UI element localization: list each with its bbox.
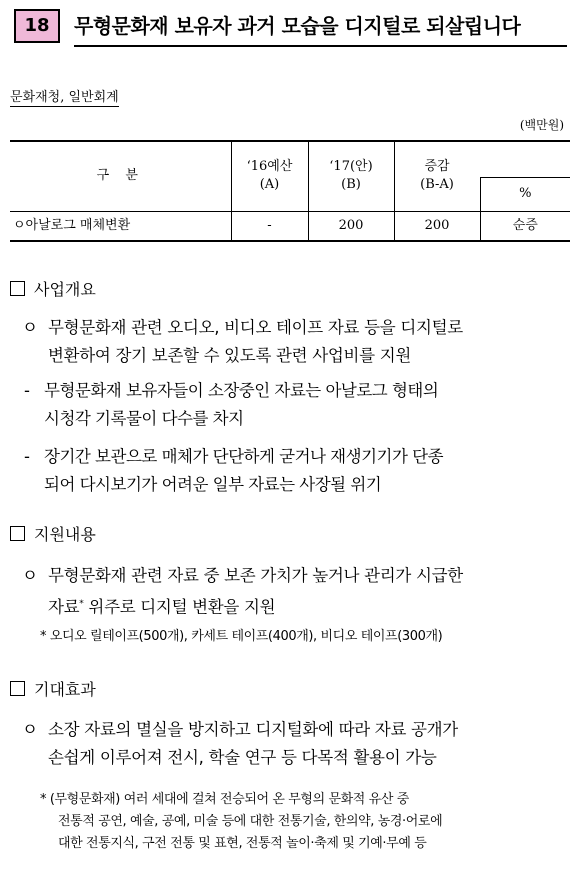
support-paragraph xyxy=(22,562,463,622)
budget-table xyxy=(10,140,570,242)
effect-note xyxy=(40,789,442,855)
section-checkbox-icon xyxy=(10,526,25,541)
section-effect-label: 기대효과 xyxy=(34,680,96,699)
row-pct: 순증 xyxy=(480,211,570,241)
effect-note-line-3: 대한 전통지식, 구전 전통 및 표현, 전통적 놀이·축제 및 기예·무예 등 xyxy=(58,836,427,851)
col-header-2016-sub: (A) xyxy=(259,177,280,193)
section-checkbox-icon xyxy=(10,281,25,296)
row-2017: 200 xyxy=(308,211,394,241)
col-header-change-sub: (B-A) xyxy=(420,177,454,193)
section-overview-title xyxy=(10,277,96,300)
overview-paragraph xyxy=(22,314,463,370)
detail-2-line-1: 장기간 보관으로 매체가 단단하게 굳거나 재생기기가 단종 xyxy=(44,447,444,466)
section-support-label: 지원내용 xyxy=(34,525,96,544)
col-header-pct: % xyxy=(480,177,570,211)
effect-line-1: 소장 자료의 멸실을 방지하고 디지털화에 따라 자료 공개가 xyxy=(48,720,458,739)
col-header-2017-label: ‘17(안) xyxy=(329,159,373,175)
section-number-badge: 18 xyxy=(14,9,60,43)
row-2016: - xyxy=(231,211,308,241)
department-label: 문화재청, 일반회계 xyxy=(10,90,119,105)
section-support-title xyxy=(10,522,96,545)
effect-paragraph xyxy=(22,716,458,772)
overview-line-2: 변환하여 장기 보존할 수 있도록 관련 사업비를 지원 xyxy=(48,346,412,365)
dash-mark: - xyxy=(24,447,30,466)
footnote-marker: * xyxy=(79,599,84,609)
overview-line-1: 무형문화재 관련 오디오, 비디오 테이프 자료 등을 디지털로 xyxy=(48,318,463,337)
unit-label: (백만원) xyxy=(519,118,564,132)
col-header-change-label: 증감 xyxy=(424,159,450,175)
col-header-2017 xyxy=(308,141,394,211)
bullet-mark: ㅇ xyxy=(22,318,38,337)
title-underline xyxy=(74,45,567,47)
col-header-change xyxy=(394,141,480,211)
detail-2-line-2: 되어 다시보기가 어려운 일부 자료는 사장될 위기 xyxy=(44,475,382,494)
support-line-1: 무형문화재 관련 자료 중 보존 가치가 높거나 관리가 시급한 xyxy=(48,566,463,585)
effect-note-line-1: * (무형문화재) 여러 세대에 걸쳐 전승되어 온 무형의 문화적 유산 중 xyxy=(40,792,409,807)
col-header-2016 xyxy=(231,141,308,211)
detail-1-line-2: 시청각 기록물이 다수를 차지 xyxy=(44,409,244,428)
effect-line-2: 손쉽게 이루어져 전시, 학술 연구 등 다목적 활용이 가능 xyxy=(48,748,437,767)
detail-1-line-1: 무형문화재 보유자들이 소장중인 자료는 아날로그 형태의 xyxy=(44,381,439,400)
page-title: 무형문화재 보유자 과거 모습을 디지털로 되살립니다 xyxy=(74,14,521,38)
section-effect-title xyxy=(10,677,96,700)
page-header xyxy=(14,7,567,45)
overview-detail-2 xyxy=(24,443,443,499)
support-line-2b: 위주로 디지털 변환을 지원 xyxy=(83,597,276,617)
row-name: ㅇ아날로그 매체변환 xyxy=(10,211,231,241)
bullet-mark: ㅇ xyxy=(22,720,38,739)
table-row xyxy=(10,211,570,241)
support-line-2a: 자료 xyxy=(48,597,80,617)
effect-note-line-2: 전통적 공연, 예술, 공예, 미술 등에 대한 전통기술, 한의약, 농경·어로에 xyxy=(58,814,443,829)
overview-detail-1 xyxy=(24,377,438,433)
row-change: 200 xyxy=(394,211,480,241)
support-note: * 오디오 릴테이프(500개), 카세트 테이프(400개), 비디오 테이프(300개) xyxy=(40,629,443,644)
section-checkbox-icon xyxy=(10,681,25,696)
col-header-2016-label: ‘16예산 xyxy=(246,159,293,175)
col-header-category: 구 분 xyxy=(10,141,231,211)
bullet-mark: ㅇ xyxy=(22,566,38,585)
dash-mark: - xyxy=(24,381,30,400)
col-header-2017-sub: (B) xyxy=(341,177,361,193)
col-header-pct-blank xyxy=(480,141,570,177)
section-overview-label: 사업개요 xyxy=(34,280,96,299)
